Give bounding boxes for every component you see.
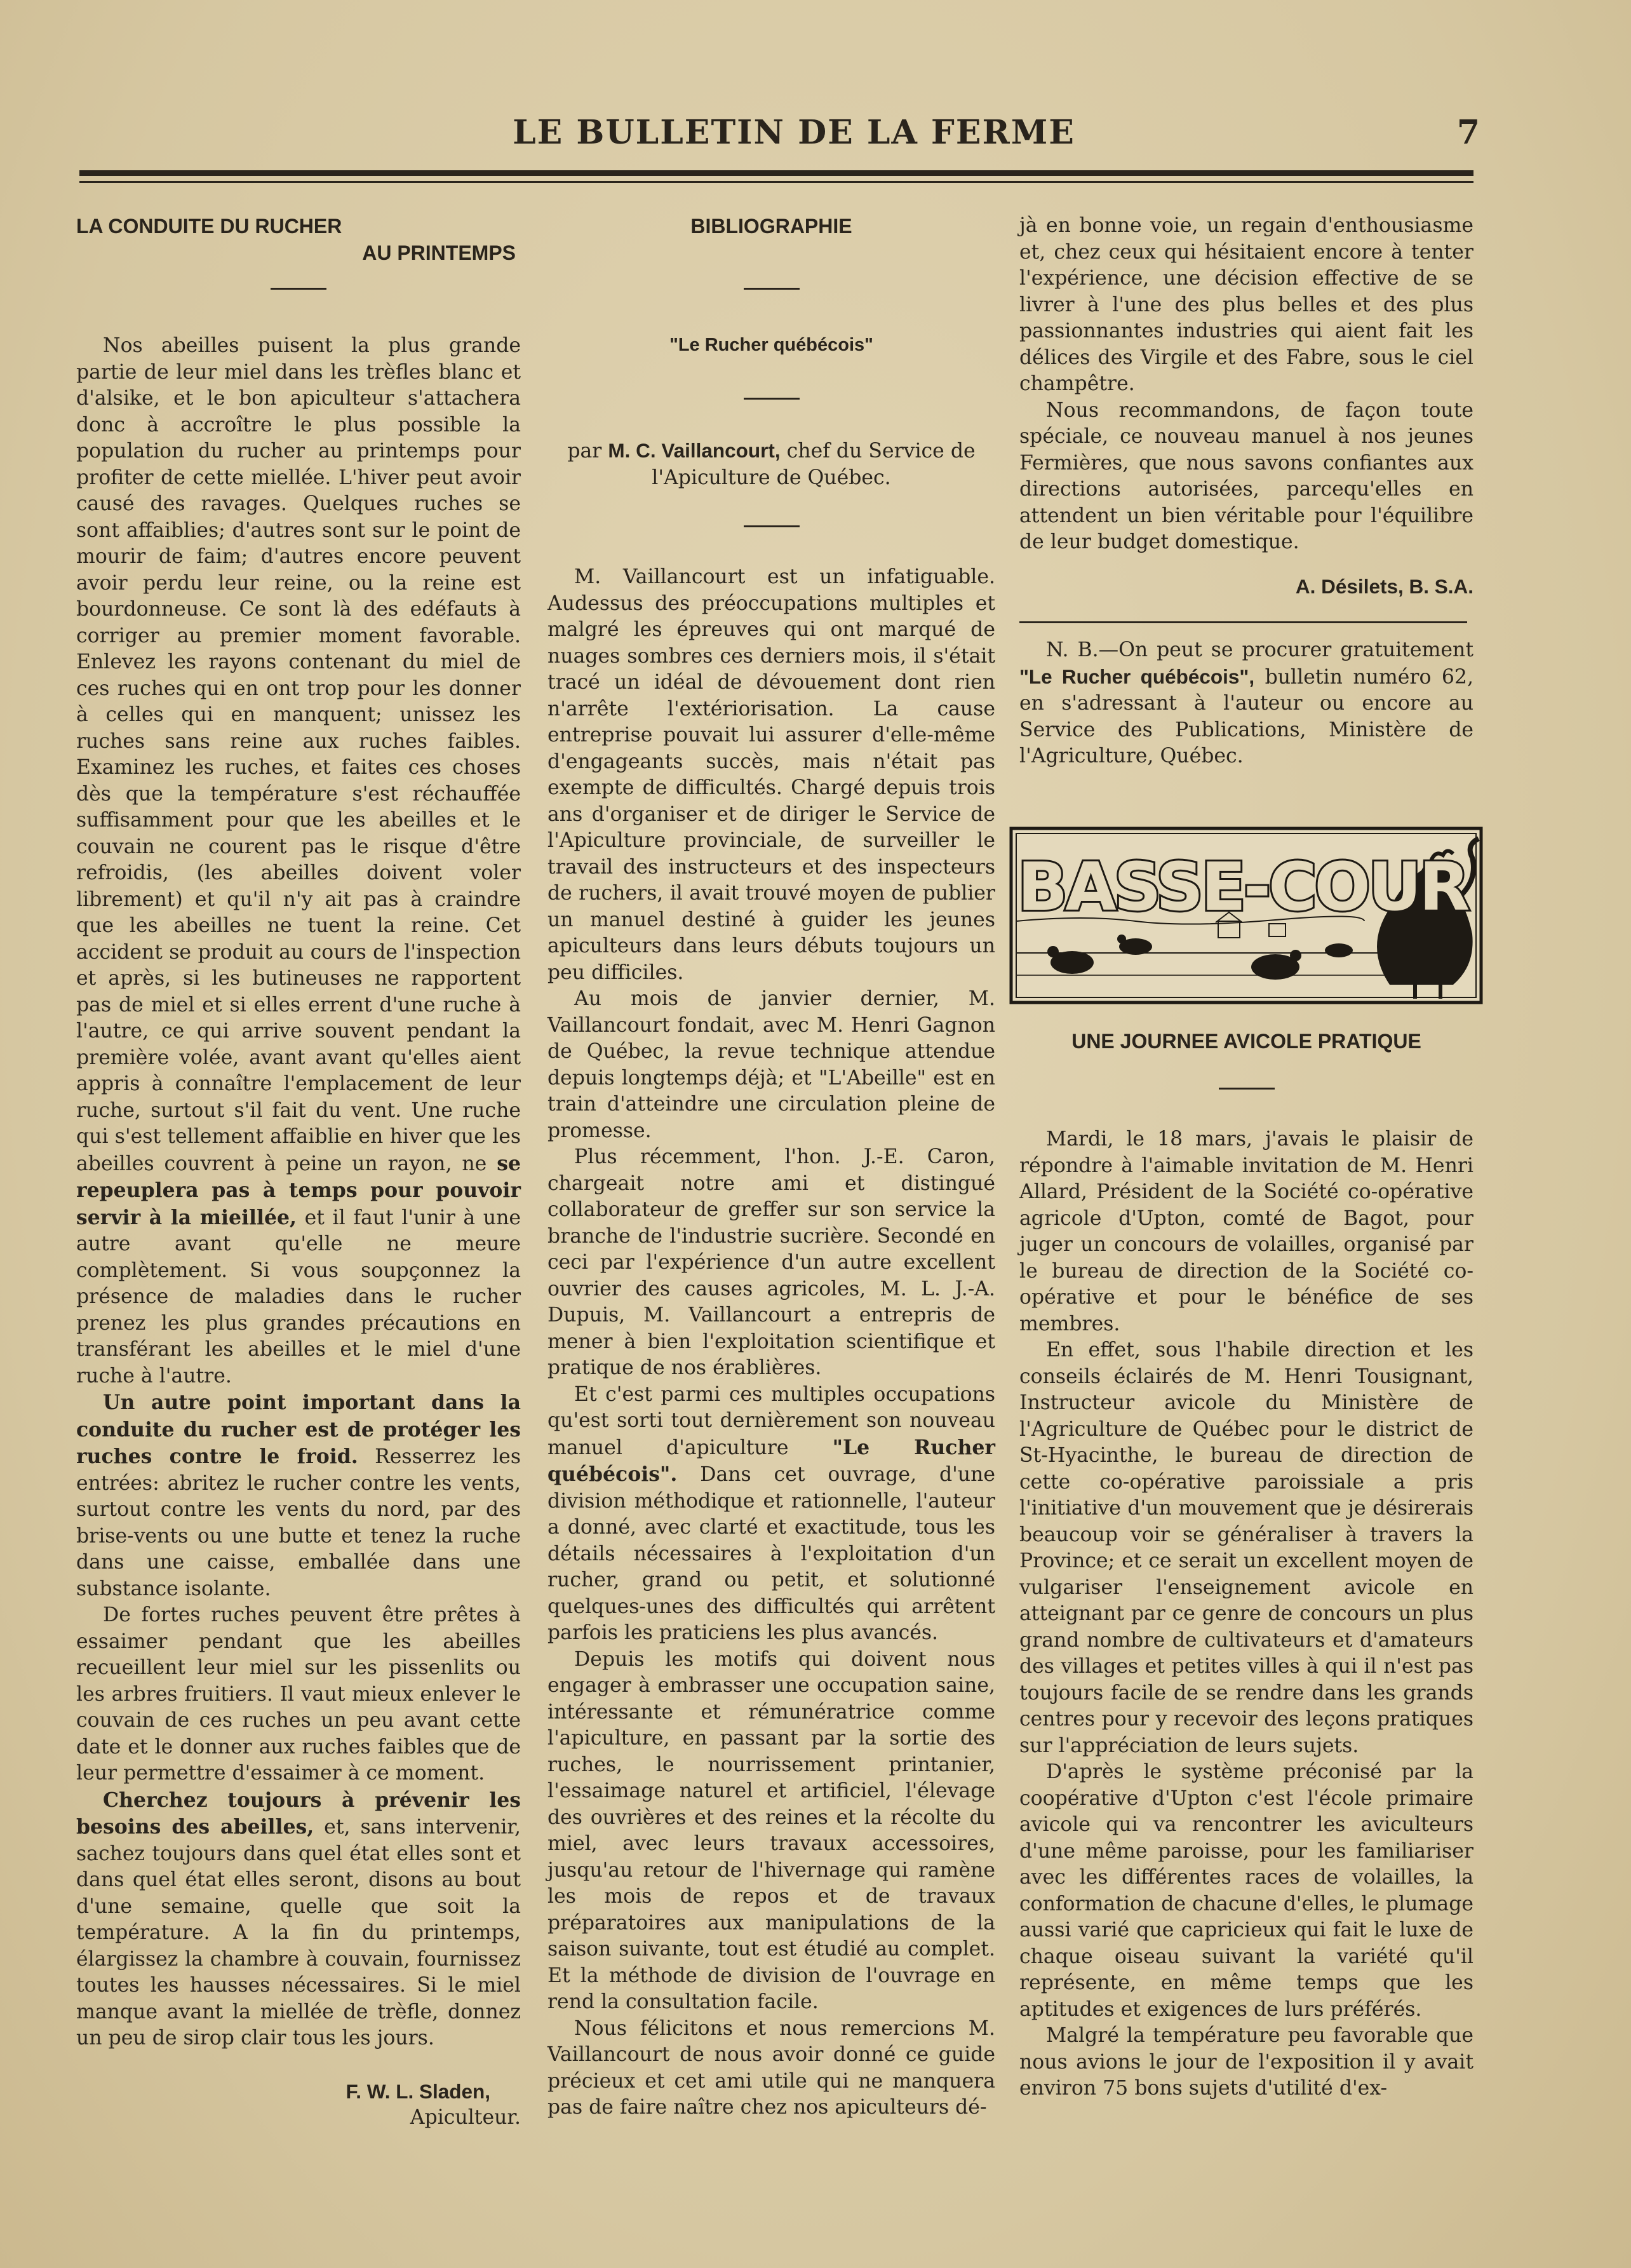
paragraph: En effet, sous l'habile direction et les conseils éclairés de M. Henri Tousignant, Instructeur avicole du Ministère de l'Agriculture de Québec pour le district de St-Hyacinthe, le bureau de direction de cette co-opérative paroissiale a pris l'initiative d'un mouvement que je désirerais beaucoup voir se généraliser à travers la Province; et ce serait un excellent moyen de vulgariser l'enseignement avicole en atteignant par ce genre de concours un plus grand nombre de cultivateurs et d'amateurs des villages et petites villes à qui il n'est pas toujours facile de se rendre dans les grands centres pour y recevoir des leçons pratiques sur l'appréciation de leurs sujets. — [1019, 1339, 1473, 1757]
column-3 — [1019, 213, 1473, 770]
signature: A. Désilets, B. S.A. — [1295, 574, 1473, 598]
paragraph: Nous recommandons, de façon toute spéciale, ce nouveau manuel à nos jeunes Fermières, que nous savons confiantes aux directions autorisées, parcequ'elles en attendent un bien véritable pour l'équilibre de leur budget domestique. — [1019, 398, 1473, 553]
logo-text: BASSE-COUR — [1017, 848, 1468, 926]
paragraph: D'après le système préconisé par la coopérative d'Upton c'est l'école primaire avicole qui va rencontrer les aviculteurs d'une même paroisse, pour les familiariser avec les différentes races de volailles, la conformation de chacune d'elles, le plumage aussi varié que capricieux qui fait le luxe de chaque oiseau suivant la variété qu'il représente, en même temps que les aptitudes et exigences de lurs préférés. — [1019, 1760, 1473, 2021]
separator-dash — [1219, 1088, 1275, 1090]
paragraph: Nos abeilles puisent la plus grande partie de leur miel dans les trèfles blanc et d'alsike, et le bon apiculteur s'attachera donc à accroître le plus possible la population du rucher au printemps pour profiter de cette miellée. L'hiver peut avoir causé des ravages. Quelques ruches se sont affaiblies; d'autres sont sur le point de mourir de faim; d'autres encore peuvent avoir perdu leur reine, ou la reine est bourdonneuse. Ce sont là des edéfauts à corriger au premier moment favorable. Enlevez les rayons contenant du miel de ces ruches qui en ont trop pour les donner à celles qui en manquent; unissez les ruches sans reine aux ruches faibles. Examinez les ruches, et faites ces choses dès que la température s'est réchauffée suffisamment pour que les abeilles et le couvain ne courent pas le risque d'être refroidis, (les abeilles doivent voler librement) et qu'il n'y ait pas à craindre que les abeilles ne tuent la reine. Cet accident se produit au cours de l'inspection et après, si les butineuses ne rapportent pas de miel et si elles errent d'une ruche à l'autre, ce qui arrive souvent pendant la première volée, avant avant qu'elles aient appris à connaître l'emplacement de leur ruche, surtout s'il fait du vent. Une ruche qui s'est tellement affaiblie en hiver que les abeilles couvrent à peine un rayon, ne se repeuplera pas à temps pour pouvoir servir à la mieillée, et il faut l'unir à une autre avant qu'elle ne meure complètement. Si vous soupçonnez la présence de maladies dans le rucher prenez les plus grandes précautions en transférant les abeilles et le miel d'une ruche à l'autre. — [76, 334, 521, 1387]
note-paragraph: N. B.—On peut se procurer gratuitement "Le Rucher québécois", bulletin numéro 62, en s'adressant à l'auteur ou encore au Service des Publications, Ministère de l'Agriculture, Québec. — [1019, 638, 1473, 767]
byline: par M. C. Vaillancourt, chef du Service de l'Apiculture de Québec. — [567, 439, 976, 489]
column-3-lower — [1019, 1028, 1473, 2102]
basse-cour-logo — [1009, 826, 1484, 1005]
separator-rule — [1019, 621, 1467, 623]
paragraph: Cherchez toujours à prévenir les besoins des abeilles, et, sans intervenir, sachez toujours dans quel état elles sont et dans quel état elles seront, disons au bout d'une semaine, quelle que soit la température. A la fin du printemps, élargissez la chambre à couvain, fournissez toutes les hausses nécessaires. Si le miel manque avant la miellée de trèfle, donnez un peu de sirop clair tous les jours. — [76, 1788, 521, 2049]
column-1 — [76, 213, 521, 2131]
separator-dash — [271, 288, 326, 290]
paragraph: M. Vaillancourt est un infatiguable. Audessus des préoccupations multiples et malgré les épreuves qui ont marqué de nuages sombres ces derniers mois, il s'était tracé un idéal de dévouement dont rien n'arrête l'extériorisation. La cause entreprise pouvait lui assurer d'elle-même d'engageants succès, mais n'était pas exempte de difficultés. Chargé depuis trois ans d'organiser et de diriger le Service de l'Apiculture provinciale, de surveiller le travail des instructeurs et des inspecteurs de ruchers, il avait trouvé moyen de publier un manuel destiné à guider les jeunes apiculteurs dans leurs débuts toujours un peu difficiles. — [547, 565, 995, 984]
article-heading-line1: LA CONDUITE DU RUCHER — [76, 215, 342, 238]
basse-cour-illustration — [1009, 826, 1484, 1005]
paragraph: Et c'est parmi ces multiples occupations qu'est sorti tout dernièrement son nouveau manuel d'apiculture "Le Rucher québécois". Dans cet ouvrage, d'une division méthodique et rationnelle, l'auteur a donné, avec clarté et exactitude, tous les détails nécessaires à l'exploitation d'un rucher, grand ou petit, et solutionné quelques-unes des difficultés qui arrêtent parfois les praticiens les plus avancés. — [547, 1382, 995, 1644]
paragraph: Malgré la température peu favorable que nous avions le jour de l'exposition il y avait environ 75 bons sujets d'utilité d'ex- — [1019, 2024, 1473, 2100]
separator-dash — [744, 288, 800, 290]
book-title: "Le Rucher québécois" — [669, 335, 873, 355]
paragraph: Mardi, le 18 mars, j'avais le plaisir de répondre à l'aimable invitation de M. Henri Allard, Président de la Société co-opérative agricole d'Upton, comté de Bagot, pour juger un concours de volailles, organisé par le bureau de direction de la Société co-opérative et pour le bénéfice de ses membres. — [1019, 1128, 1473, 1335]
publication-title: LE BULLETIN DE LA FERME — [513, 113, 1075, 152]
paragraph: De fortes ruches peuvent être prêtes à essaimer pendant que les abeilles recueillent leur miel sur les pissenlits ou les arbres fruitiers. Il vaut mieux enlever le couvain de ces ruches un peu avant cette date et le donner aux ruches faibles que de leur permettre d'essaimer à ce moment. — [76, 1603, 521, 1785]
signature-title: Apiculteur. — [410, 2106, 521, 2129]
paragraph: Plus récemment, l'hon. J.-E. Caron, chargeait notre ami et distingué collaborateur de greffer sur son service la branche de l'industrie sucrière. Secondé en ceci par l'expérience d'un autre excellent ouvrier des causes agricoles, M. L. J.-A. Dupuis, M. Vaillancourt a entrepris de mener à bien l'exploitation scientifique et pratique de nos érablières. — [547, 1145, 995, 1379]
separator-dash — [744, 398, 800, 400]
paragraph: Au mois de janvier dernier, M. Vaillancourt fondait, avec M. Henri Gagnon de Québec, la revue technique attendue depuis longtemps déjà; et "L'Abeille" est en train d'atteindre une circulation pleine de promesse. — [547, 987, 995, 1142]
header-rule-thick — [79, 170, 1473, 176]
page-number: 7 — [1456, 113, 1480, 152]
paragraph: Depuis les motifs qui doivent nous engager à embrasser une occupation saine, intéressante et rémunératrice comme l'apiculture, en passant par la sortie des ruches, le nourrissement printanier, l'essaimage naturel et artificiel, l'élevage des ouvrières et des reines et la récolte du miel, avec leurs travaux accessoires, jusqu'au retour de l'hivernage qui ramène les mois de repos et de travaux préparatoires aux manipulations de la saison suivante, tout est étudié au complet. Et la méthode de division de l'ouvrage en rend la consultation facile. — [547, 1647, 995, 2013]
article-heading: UNE JOURNEE AVICOLE PRATIQUE — [1071, 1030, 1421, 1053]
column-2 — [547, 213, 995, 2121]
paragraph: Nous félicitons et nous remercions M. Vaillancourt de nous avoir donné ce guide précieux et cet ami utile qui ne manquera pas de faire naître chez nos apiculteurs dé- — [547, 2016, 995, 2119]
paragraph: jà en bonne voie, un regain d'enthousiasme et, chez ceux qui hésitaient encore à tenter l'expérience, une décision effective de se livrer à l'une des plus belles et des plus passionnantes industries qui aient fait les délices des Virgile et des Fabre, sous le ciel champêtre. — [1019, 214, 1473, 395]
signature-name: F. W. L. Sladen, — [346, 2079, 490, 2103]
header-rule-thin — [79, 181, 1473, 183]
article-heading: BIBLIOGRAPHIE — [690, 215, 852, 238]
separator-dash — [744, 525, 800, 527]
article-heading-line2: AU PRINTEMPS — [362, 241, 516, 264]
paragraph: Un autre point important dans la conduite du rucher est de protéger les ruches contre le froid. Resserrez les entrées: abritez le rucher contre les vents, surtout contre les vents du nord, par des brise-vents ou une butte et tenez la ruche dans une caisse, emballée dans une substance isolante. — [76, 1391, 521, 1600]
